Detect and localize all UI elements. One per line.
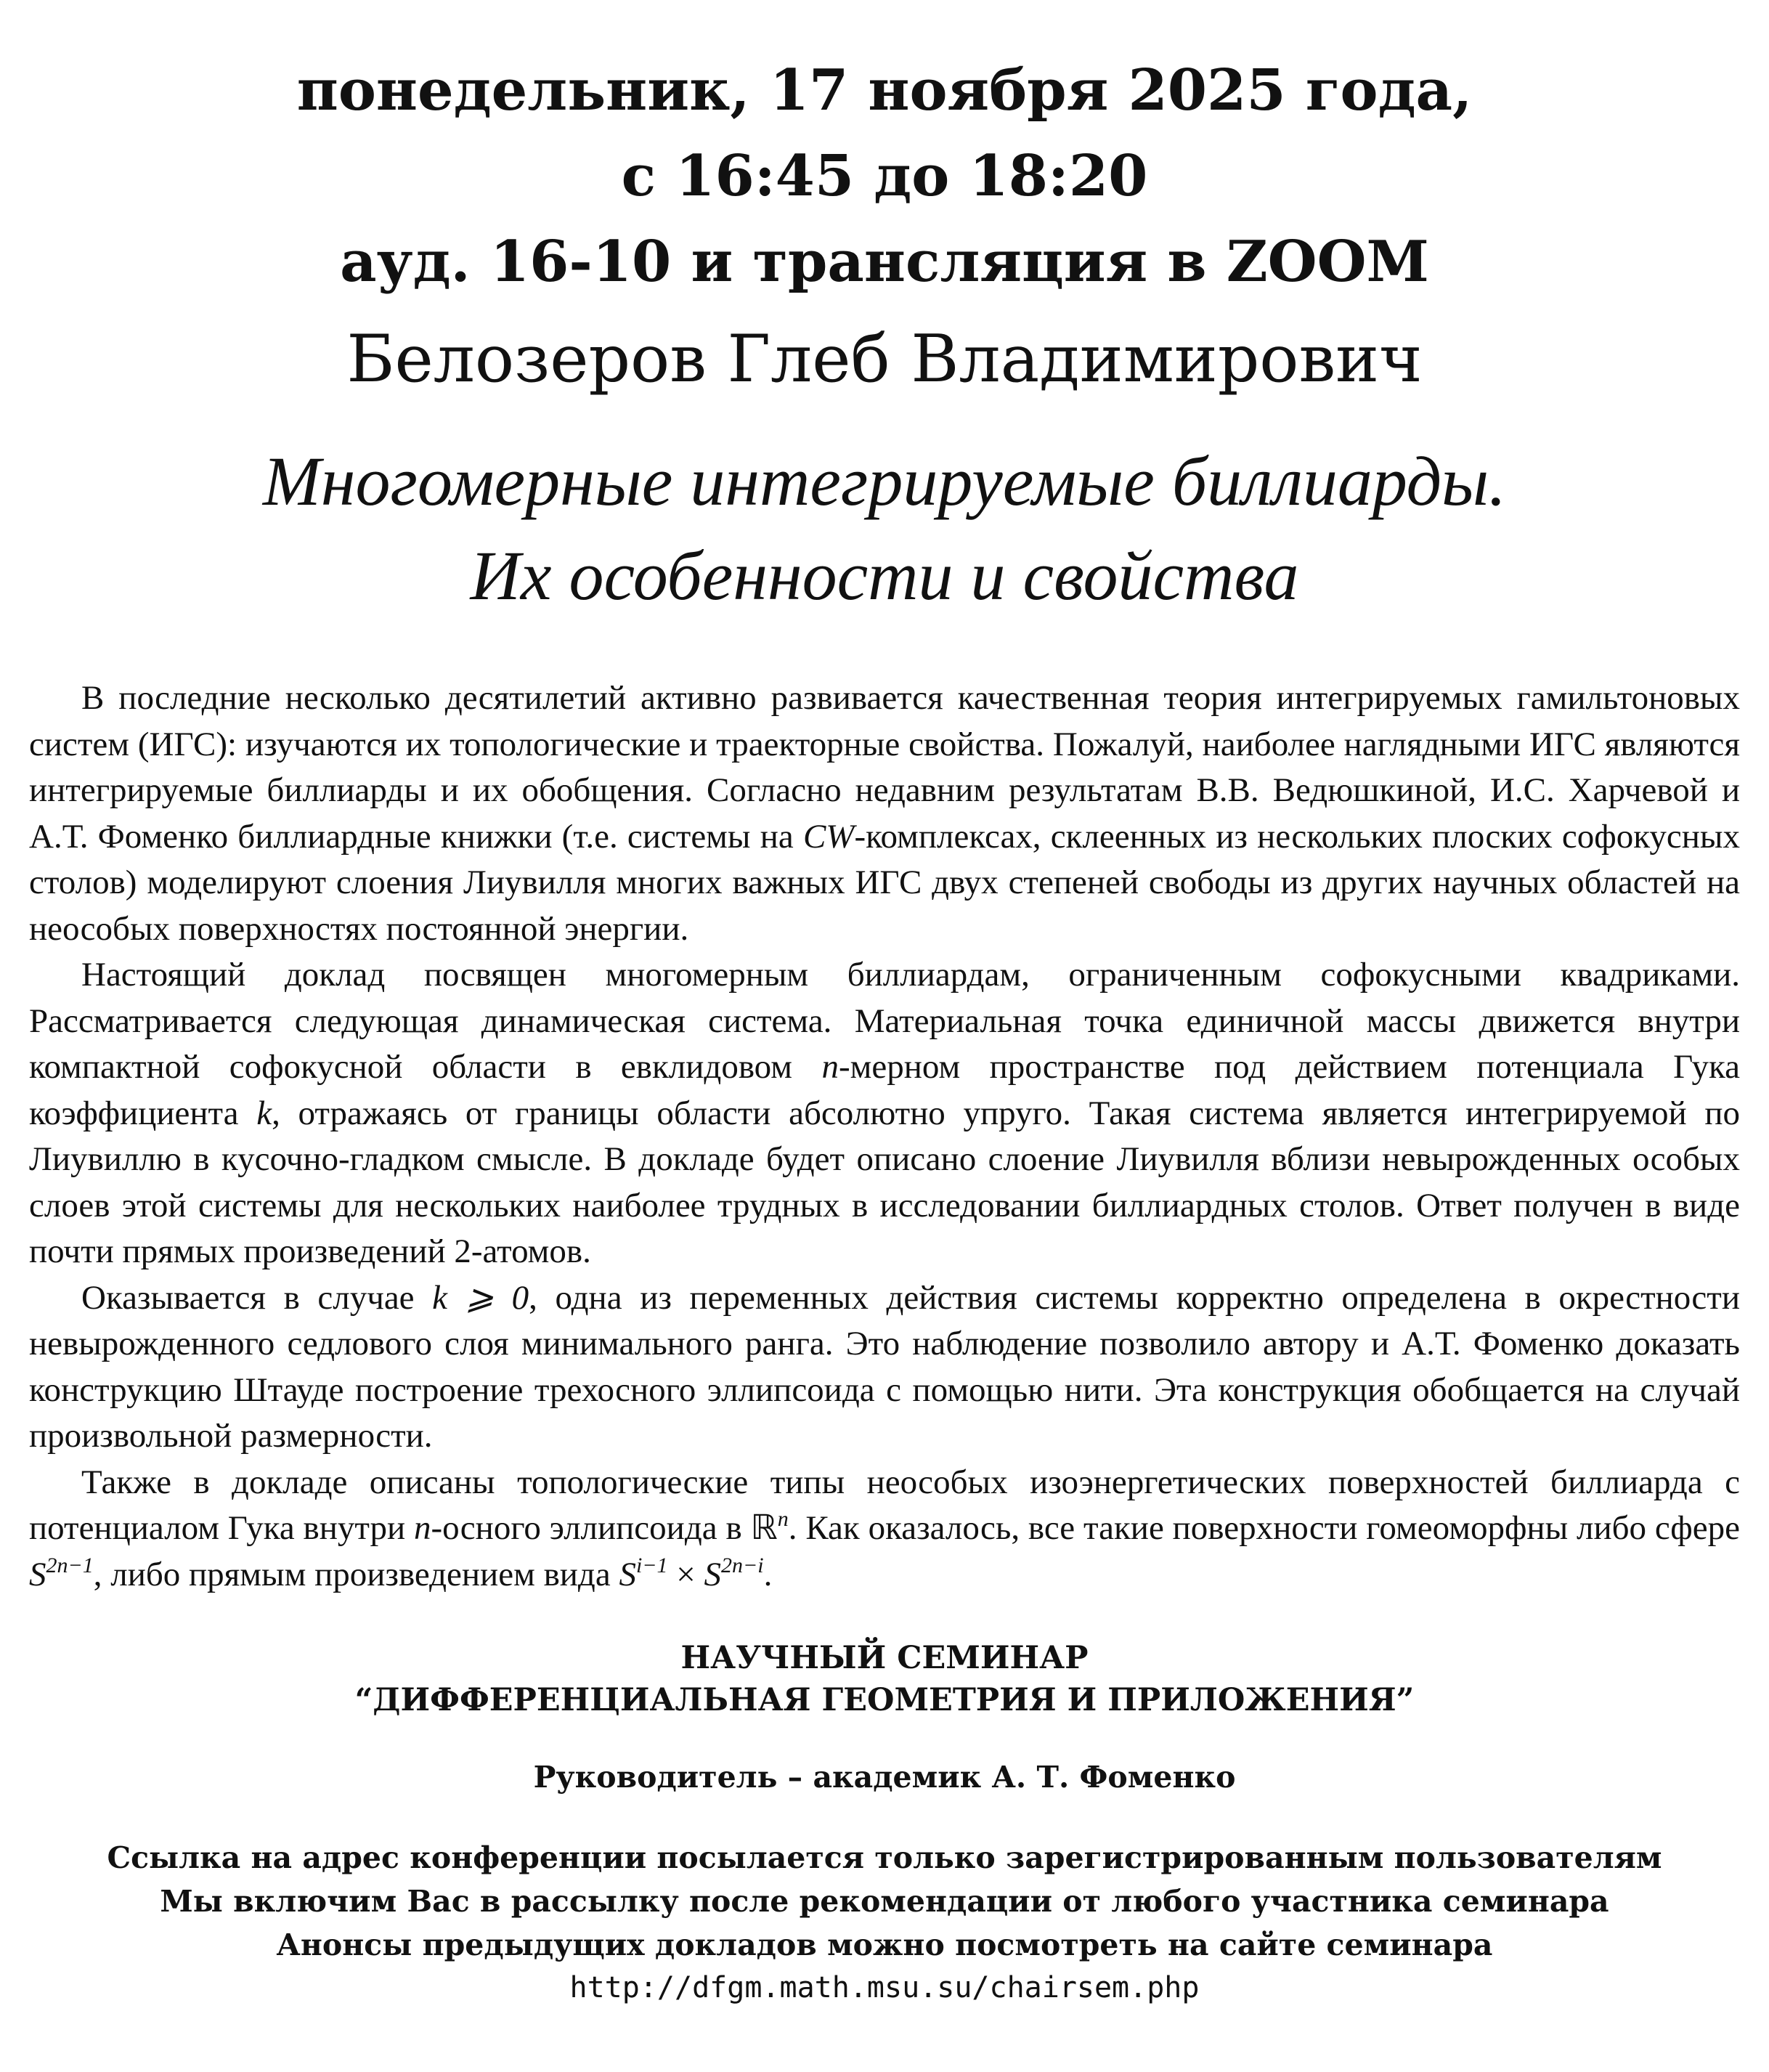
talk-title-line-1: Многомерные интегрируемые биллиарды. xyxy=(262,442,1507,520)
math-sphere: S xyxy=(704,1555,722,1593)
text-run: Также в докладе описаны топологические типы неособых изоэнергетических поверхностей биллиарда с потенциалом Гука внутри xyxy=(29,1463,1740,1547)
note-registration: Ссылка на адрес конференции посылается только зарегистрированным пользователям xyxy=(107,1840,1662,1875)
abstract-paragraph-1 xyxy=(29,675,1740,952)
math-real-space: ℝ xyxy=(750,1509,778,1547)
text-run: , одна из переменных действия системы корректно определена в окрестности невырожденного седлового слоя минимального ранга. Это наблюдение позволило автору и А.Т. Фоменко доказать конструкцию Штауде построение трехосного эллипсоида с помощью нити. Эта конструкция обобщается на случай произвольной размерности. xyxy=(29,1278,1740,1455)
note-previous-talks: Анонсы предыдущих докладов можно посмотреть на сайте семинара xyxy=(276,1927,1493,1962)
seminar-label: НАУЧНЫЙ СЕМИНАР xyxy=(680,1640,1089,1676)
event-header xyxy=(0,48,1769,305)
math-exponent: n xyxy=(777,1507,789,1531)
abstract-paragraph-3 xyxy=(29,1275,1740,1460)
math-times: × xyxy=(667,1555,704,1593)
math-exponent: i−1 xyxy=(635,1553,668,1577)
seminar-url-link[interactable]: http://dfgm.math.msu.su/chairsem.php xyxy=(569,1971,1200,2004)
event-date: понедельник, 17 ноября 2025 года, xyxy=(296,57,1473,123)
math-k-geq-0: k ⩾ 0 xyxy=(432,1278,529,1317)
math-exponent: 2n−i xyxy=(721,1553,764,1577)
talk-title-line-2: Их особенности и свойства xyxy=(470,537,1299,614)
math-n: n xyxy=(821,1048,839,1086)
text-run: . xyxy=(763,1555,773,1593)
event-venue: ауд. 16-10 и трансляция в ZOOM xyxy=(340,229,1429,295)
text-run: Оказывается в случае xyxy=(81,1278,433,1317)
text-run: -осного эллипсоида в xyxy=(431,1509,751,1547)
seminar-footer xyxy=(0,1637,1769,2009)
math-sphere: S xyxy=(619,1555,636,1593)
text-run: В последние несколько десятилетий активно развивается качественная теория интегрируемых гамильтоновых систем (ИГС): изучаются их топологические и траекторные свойства. Пожалуй, наиболее наглядными ИГС являются интегрируемые биллиарды и их обобщения. Согласно недавним результатам В.В. Ведюшкиной, И.С. Харчевой и А.Т. Фоменко биллиардные книжки (т.е. системы на xyxy=(29,679,1740,856)
event-time: с 16:45 до 18:20 xyxy=(621,143,1148,209)
math-n: n xyxy=(413,1509,431,1547)
text-run: . Как оказалось, все такие поверхности гомеоморфны либо сфере xyxy=(788,1509,1740,1547)
seminar-title: “ДИФФЕРЕНЦИАЛЬНАЯ ГЕОМЕТРИЯ И ПРИЛОЖЕНИЯ” xyxy=(354,1682,1415,1718)
talk-title xyxy=(0,434,1769,623)
math-cw: CW xyxy=(802,817,855,856)
abstract-paragraph-4 xyxy=(29,1460,1740,1598)
text-run: -мерном пространстве под действием потенциала Гука коэффициента xyxy=(29,1048,1740,1132)
note-mailing-list: Мы включим Вас в рассылку после рекомендации от любого участника семинара xyxy=(160,1884,1609,1919)
seminar-leader: Руководитель – академик А. Т. Фоменко xyxy=(533,1760,1236,1795)
text-run: -комплексах, склеенных из нескольких плоских софокусных столов) моделируют слоения Лиувилля многих важных ИГС двух степеней свободы из других научных областей на неособых поверхностях постоянной энергии. xyxy=(29,817,1741,948)
abstract-paragraph-2 xyxy=(29,952,1740,1275)
math-k: k xyxy=(256,1094,272,1132)
text-run: , отражаясь от границы области абсолютно упруго. Такая система является интегрируемой по Лиувиллю в кусочно-гладком смысле. В докладе будет описано слоение Лиувилля вблизи невырожденных особых слоев этой системы для нескольких наиболее трудных в исследовании биллиардных столов. Ответ получен в виде почти прямых произведений 2-атомов. xyxy=(29,1094,1740,1270)
seminar-notes xyxy=(0,1836,1769,2009)
math-exponent: 2n−1 xyxy=(46,1553,94,1577)
speaker-name: Белозеров Глеб Владимирович xyxy=(346,321,1423,397)
math-sphere: S xyxy=(29,1555,46,1593)
abstract xyxy=(29,675,1740,1598)
text-run: , либо прямым произведением вида xyxy=(93,1555,619,1593)
text-run: Настоящий доклад посвящен многомерным биллиардам, ограниченным софокусными квадриками. Рассматривается следующая динамическая система. Материальная точка единичной массы движется внутри компактной софокусной области в евклидовом xyxy=(29,956,1740,1086)
